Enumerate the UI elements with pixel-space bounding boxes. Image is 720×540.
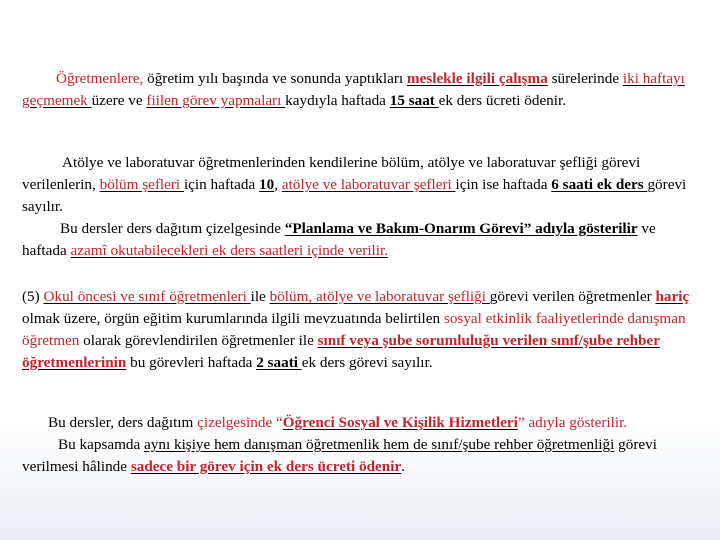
- paragraph-indent: [22, 436, 58, 453]
- paragraph-body: [22, 70, 685, 109]
- text-run: (5): [22, 288, 44, 305]
- paragraph-body: [22, 288, 689, 371]
- paragraph-body: [48, 414, 627, 431]
- text-run: ile: [250, 288, 270, 305]
- text-run: görevi sayılır.: [22, 176, 687, 215]
- paragraph-indent: [22, 70, 56, 87]
- text-run: meslekle ilgili çalışma: [406, 70, 548, 87]
- paragraph-body: [22, 154, 686, 215]
- text-run: 2 saati: [256, 354, 302, 371]
- paragraph-workshop-chiefs: [22, 152, 702, 262]
- text-run: kaydıyla haftada: [285, 92, 390, 109]
- text-run: bölüm şefleri: [99, 176, 184, 193]
- paragraph-seminar-period: [22, 68, 702, 112]
- text-run: 6 saati ek ders: [551, 176, 648, 193]
- text-run: olmak üzere, örgün eğitim kurumlarında ilgili mevzuatında belirtilen: [22, 310, 444, 327]
- text-run: azamî okutabilecekleri ek ders saatleri içinde verilir.: [70, 242, 389, 259]
- paragraph-indent: [22, 414, 48, 431]
- text-run: sürelerinde: [547, 70, 623, 87]
- text-run: ve haftada: [22, 220, 656, 259]
- text-run: üzere ve: [91, 92, 147, 109]
- paragraph-body: [22, 436, 657, 475]
- text-run: hariç: [655, 288, 690, 305]
- text-run: ek ders ücreti ödenir.: [438, 92, 567, 109]
- paragraph-indent: [22, 220, 60, 237]
- text-run: bölüm, atölye ve laboratuvar şefliği: [269, 288, 490, 305]
- text-run: Atölye ve laboratuvar öğretmenlerinden kendilerine bölüm, atölye ve laboratuvar şefliği görevi verilenlerin,: [22, 154, 641, 193]
- text-run: ,: [274, 176, 282, 193]
- text-run: sadece bir görev için ek ders ücreti ödenir: [130, 458, 402, 475]
- text-run: için haftada: [183, 176, 260, 193]
- text-run: fiilen görev yapmaları: [146, 92, 286, 109]
- text-run: Öğrenci Sosyal ve Kişilik Hizmetleri: [282, 414, 518, 431]
- text-run: Bu dersler ders dağıtım çizelgesinde: [60, 220, 285, 237]
- paragraph-body: [22, 220, 656, 259]
- text-run: aynı kişiye hem danışman öğretmenlik hem de sınıf/şube rehber öğretmenliği: [144, 436, 615, 453]
- text-run: görevi verilmesi hâlinde: [22, 436, 657, 475]
- text-run: Okul öncesi ve sınıf öğretmenleri: [43, 288, 251, 305]
- text-run: Öğretmenlere,: [56, 70, 148, 87]
- text-run: 10: [259, 176, 275, 193]
- text-run: sosyal etkinlik faaliyetlerinde danışman öğretmen: [22, 310, 686, 349]
- text-run: Bu kapsamda: [58, 436, 145, 453]
- text-run: .: [401, 458, 405, 475]
- text-run: atölye ve laboratuvar şefleri: [281, 176, 456, 193]
- paragraph-clause-5: [22, 286, 702, 374]
- text-run: 15 saat: [389, 92, 439, 109]
- text-run: çizelgesinde “: [197, 414, 283, 431]
- paragraph-social-services: [22, 412, 702, 478]
- text-run: Bu dersler, ders dağıtım: [48, 414, 198, 431]
- text-run: ek ders görevi sayılır.: [301, 354, 433, 371]
- text-run: sınıf veya şube sorumluluğu verilen sınıf/şube rehber öğretmenlerinin: [22, 332, 660, 371]
- text-run: olarak görevlendirilen öğretmenler ile: [83, 332, 318, 349]
- text-run: “Planlama ve Bakım-Onarım Görevi” adıyla gösterilir: [284, 220, 638, 237]
- text-run: iki haftayı geçmemek: [22, 70, 685, 109]
- text-run: bu görevleri haftada: [126, 354, 257, 371]
- text-run: için ise haftada: [455, 176, 552, 193]
- text-run: öğretim yılı başında ve sonunda yaptıkları: [147, 70, 407, 87]
- paragraph-indent: [22, 154, 62, 171]
- text-run: görevi verilen öğretmenler: [489, 288, 656, 305]
- text-run: ” adıyla gösterilir.: [517, 414, 628, 431]
